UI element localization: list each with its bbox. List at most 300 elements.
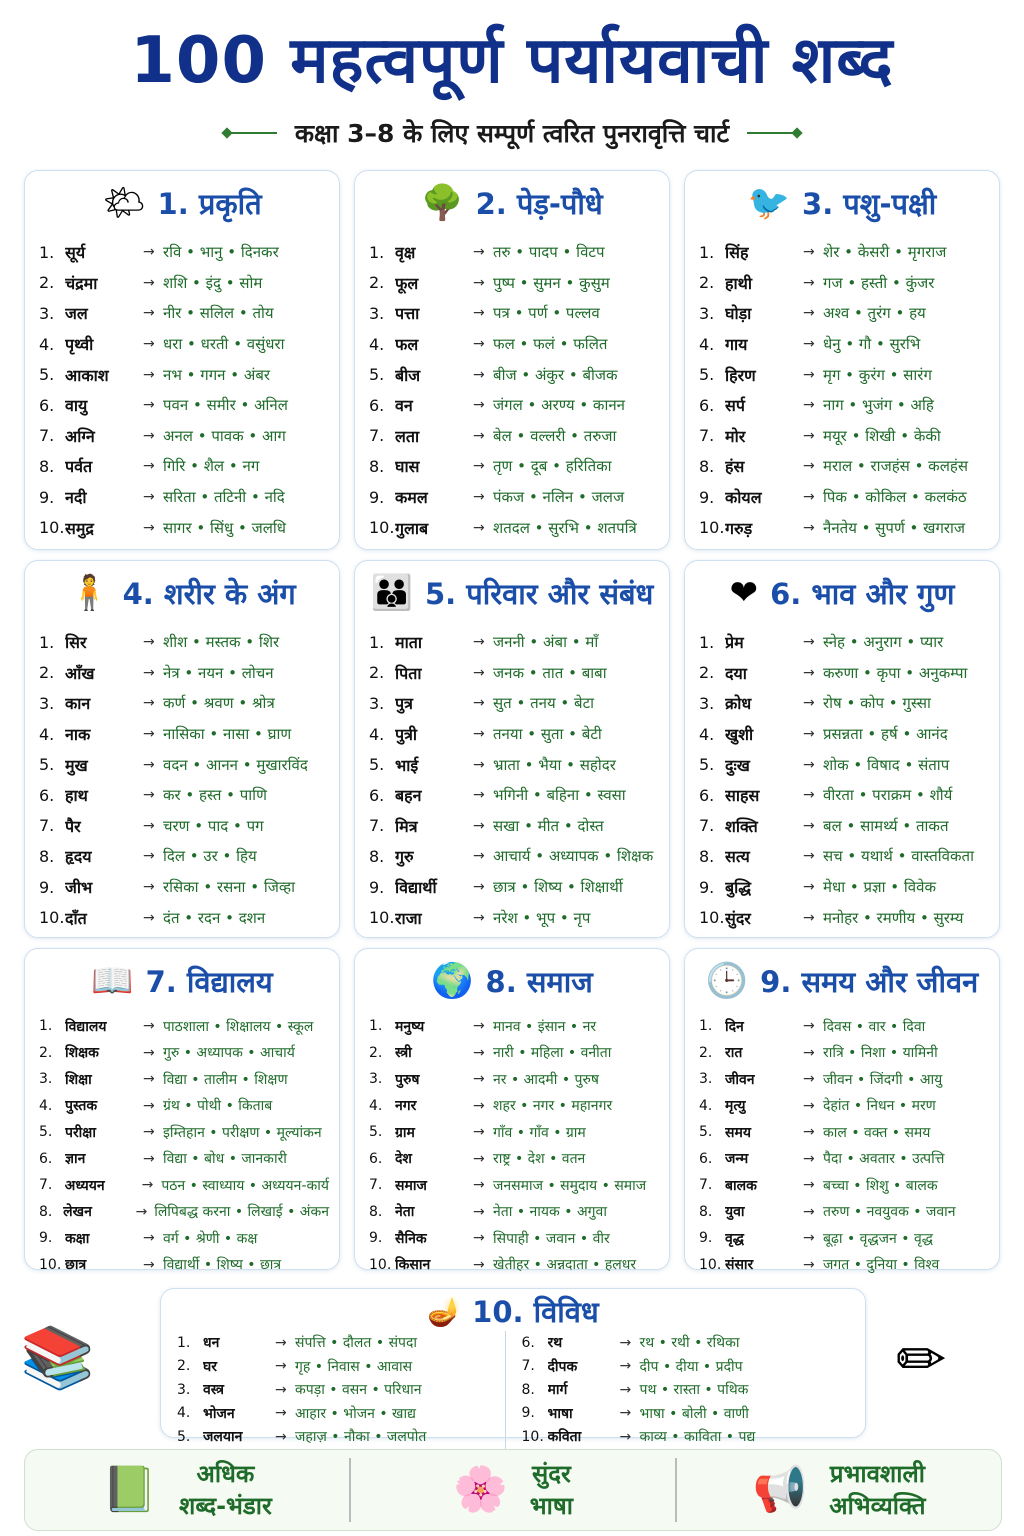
row-synonyms: विद्या • तालीम • शिक्षण bbox=[163, 1071, 288, 1088]
row-word: हिरण bbox=[725, 365, 756, 385]
row-number: 8. bbox=[699, 846, 715, 866]
row-number: 5. bbox=[699, 1124, 713, 1141]
arrow-icon: → bbox=[803, 787, 815, 804]
feature-line: सुंदर bbox=[531, 1460, 571, 1488]
row-word: घोड़ा bbox=[725, 304, 752, 324]
synonym-row bbox=[39, 780, 329, 811]
row-word: सर्प bbox=[725, 396, 745, 416]
synonym-row bbox=[39, 688, 329, 719]
row-synonyms: बीज • अंकुर • बीजक bbox=[493, 365, 618, 384]
row-number: 8. bbox=[39, 456, 55, 476]
row-synonyms: बच्चा • शिशु • बालक bbox=[823, 1177, 938, 1194]
row-number: 7. bbox=[39, 816, 55, 836]
row-synonyms: काव्य • काविता • पद्य bbox=[639, 1429, 756, 1446]
row-synonyms: कर • हस्त • पाणि bbox=[163, 786, 267, 805]
row-word: मनुष्य bbox=[395, 1018, 425, 1035]
row-number: 6. bbox=[699, 785, 715, 805]
row-word: हृदय bbox=[65, 847, 92, 867]
row-synonyms: देहांत • निधन • मरण bbox=[823, 1098, 936, 1115]
row-number: 9. bbox=[369, 487, 385, 507]
arrow-icon: → bbox=[803, 519, 815, 536]
row-number: 9. bbox=[39, 877, 55, 897]
synonym-row bbox=[39, 1119, 329, 1146]
synonym-row bbox=[699, 451, 989, 482]
row-synonyms: करुणा • कृपा • अनुकम्पा bbox=[823, 663, 968, 682]
row-synonyms: दिल • उर • हिय bbox=[163, 847, 257, 866]
row-synonyms: काल • वक्त • समय bbox=[823, 1124, 931, 1141]
row-number: 5. bbox=[369, 1124, 383, 1141]
row-number: 9. bbox=[39, 487, 55, 507]
row-number: 1. bbox=[39, 632, 55, 652]
row-word: जन्म bbox=[725, 1151, 749, 1168]
synonym-row bbox=[522, 1355, 850, 1379]
heart-icon: ❤ bbox=[729, 573, 759, 613]
row-synonyms: नाग • भुजंग • अहि bbox=[823, 396, 934, 415]
row-word: नाक bbox=[65, 725, 91, 745]
synonym-row bbox=[369, 237, 659, 268]
row-synonyms: दिवस • वार • दिवा bbox=[823, 1018, 926, 1035]
synonym-row bbox=[699, 298, 989, 329]
row-synonyms: खेतीहर • अन्नदाता • हलधर bbox=[493, 1257, 637, 1274]
person-icon: 🧍 bbox=[68, 573, 111, 613]
row-word: समय bbox=[725, 1124, 751, 1141]
category-header bbox=[685, 957, 999, 1005]
synonym-row bbox=[699, 390, 989, 421]
row-number: 4. bbox=[369, 724, 385, 744]
row-synonyms: ग्रंथ • पोथी • किताब bbox=[163, 1098, 273, 1115]
row-word: विद्यालय bbox=[65, 1018, 107, 1035]
row-synonyms: विद्या • बोध • जानकारी bbox=[163, 1151, 287, 1168]
synonym-row bbox=[39, 902, 329, 933]
synonym-row bbox=[369, 1040, 659, 1067]
category-title: 7. विद्यालय bbox=[145, 964, 273, 999]
row-word: आकाश bbox=[65, 365, 109, 385]
arrow-icon: → bbox=[803, 397, 815, 414]
synonym-list bbox=[685, 237, 999, 543]
category-header bbox=[355, 957, 669, 1005]
synonym-row bbox=[699, 237, 989, 268]
synonym-list bbox=[25, 627, 339, 933]
synonym-row bbox=[369, 1119, 659, 1146]
row-number: 6. bbox=[699, 395, 715, 415]
synonym-row bbox=[699, 421, 989, 452]
row-synonyms: दीप • दीया • प्रदीप bbox=[639, 1358, 743, 1375]
row-number: 6. bbox=[369, 785, 385, 805]
misc-left-column bbox=[177, 1331, 505, 1449]
row-synonyms: सरिता • तटिनी • नदि bbox=[163, 488, 285, 507]
row-synonyms: नीर • सलिल • तोय bbox=[163, 304, 274, 323]
synonym-row bbox=[699, 1066, 989, 1093]
synonym-row bbox=[699, 688, 989, 719]
row-word: देश bbox=[395, 1151, 412, 1168]
row-number: 2. bbox=[39, 663, 55, 683]
arrow-icon: → bbox=[803, 244, 815, 261]
row-word: हंस bbox=[725, 457, 745, 477]
row-number: 2. bbox=[39, 273, 55, 293]
arrow-icon: → bbox=[143, 879, 155, 896]
row-synonyms: वदन • आनन • मुखारविंद bbox=[163, 755, 308, 774]
row-synonyms: शहर • नगर • महानगर bbox=[493, 1098, 613, 1115]
row-word: बुद्धि bbox=[725, 878, 752, 898]
arrow-icon: → bbox=[143, 634, 155, 651]
row-word: ज्ञान bbox=[65, 1151, 86, 1168]
row-number: 7. bbox=[699, 816, 715, 836]
row-number: 10. bbox=[369, 908, 395, 928]
row-number: 4. bbox=[699, 334, 715, 354]
synonym-row bbox=[39, 1013, 329, 1040]
row-word: रात bbox=[725, 1045, 743, 1062]
row-number: 8. bbox=[521, 1381, 535, 1398]
row-word: पुत्र bbox=[395, 694, 413, 714]
row-word: वृक्ष bbox=[395, 243, 416, 263]
row-synonyms: बेल • वल्लरी • तरुजा bbox=[493, 426, 617, 445]
flower-icon: 🌸 bbox=[453, 1464, 508, 1515]
row-word: पैर bbox=[65, 816, 81, 836]
category-title: 6. भाव और गुण bbox=[770, 576, 955, 611]
synonym-row bbox=[369, 1172, 659, 1199]
synonym-list bbox=[685, 627, 999, 933]
arrow-icon: → bbox=[619, 1405, 632, 1422]
row-synonyms: सच • यथार्थ • वास्तविकता bbox=[823, 847, 974, 866]
row-word: मृत्यु bbox=[725, 1098, 746, 1115]
row-word: मुख bbox=[65, 755, 88, 775]
row-number: 4. bbox=[699, 724, 715, 744]
category-header bbox=[25, 569, 339, 617]
arrow-icon: → bbox=[473, 366, 485, 383]
arrow-icon: → bbox=[803, 1044, 815, 1061]
row-number: 10. bbox=[699, 908, 725, 928]
row-synonyms: पुष्प • सुमन • कुसुम bbox=[493, 273, 610, 292]
synonym-row bbox=[699, 749, 989, 780]
row-number: 4. bbox=[369, 1097, 383, 1114]
category-card bbox=[354, 948, 670, 1274]
row-word: गाय bbox=[725, 335, 748, 355]
row-synonyms: शशि • इंदु • सोम bbox=[163, 273, 263, 292]
row-number: 1. bbox=[369, 1018, 383, 1035]
arrow-icon: → bbox=[143, 817, 155, 834]
row-synonyms: छात्र • शिष्य • शिक्षार्थी bbox=[493, 878, 623, 897]
synonym-row bbox=[369, 1225, 659, 1252]
arrow-icon: → bbox=[473, 1256, 485, 1273]
row-synonyms: लिपिबद्ध करना • लिखाई • अंकन bbox=[154, 1204, 329, 1221]
synonym-row bbox=[177, 1402, 505, 1426]
row-word: गुरु bbox=[395, 847, 414, 867]
row-word: गुलाब bbox=[395, 518, 429, 538]
synonym-row bbox=[177, 1355, 505, 1379]
arrow-icon: → bbox=[143, 909, 155, 926]
synonym-row bbox=[699, 780, 989, 811]
green-book-icon: 📗 bbox=[102, 1464, 158, 1515]
category-title: 3. पशु-पक्षी bbox=[802, 186, 937, 221]
row-word: समुद्र bbox=[65, 518, 94, 538]
row-synonyms: फल • फलं • फलित bbox=[493, 335, 608, 354]
synonym-row bbox=[369, 902, 659, 933]
category-card bbox=[684, 948, 1000, 1274]
synonym-row bbox=[369, 1252, 659, 1279]
category-header bbox=[25, 179, 339, 227]
tree-icon: 🌳 bbox=[421, 183, 464, 223]
feature-line: प्रभावशाली bbox=[829, 1460, 925, 1488]
synonym-row bbox=[369, 658, 659, 689]
row-synonyms: रात्रि • निशा • यामिनी bbox=[823, 1045, 938, 1062]
synonym-row bbox=[39, 298, 329, 329]
row-synonyms: धरा • धरती • वसुंधरा bbox=[163, 335, 285, 354]
synonym-row bbox=[369, 1093, 659, 1120]
misc-card-header bbox=[161, 1291, 865, 1331]
arrow-icon: → bbox=[143, 336, 155, 353]
synonym-row bbox=[699, 359, 989, 390]
row-word: चंद्रमा bbox=[65, 273, 98, 293]
synonym-row bbox=[39, 811, 329, 842]
arrow-icon: → bbox=[803, 427, 815, 444]
row-word: समाज bbox=[395, 1177, 427, 1194]
arrow-icon: → bbox=[803, 305, 815, 322]
arrow-icon: → bbox=[473, 1124, 485, 1141]
synonym-row bbox=[699, 841, 989, 872]
synonym-row bbox=[369, 329, 659, 360]
row-synonyms: शोक • विषाद • संताप bbox=[823, 755, 950, 774]
arrow-icon: → bbox=[473, 756, 485, 773]
row-synonyms: पैदा • अवतार • उत्पत्ति bbox=[823, 1151, 945, 1168]
row-number: 6. bbox=[39, 395, 55, 415]
row-synonyms: नर • आदमी • पुरुष bbox=[493, 1071, 599, 1088]
synonym-row bbox=[699, 1013, 989, 1040]
arrow-icon: → bbox=[803, 1018, 815, 1035]
synonym-row bbox=[39, 841, 329, 872]
feature-line: अधिक bbox=[196, 1460, 255, 1488]
row-word: छात्र bbox=[65, 1257, 87, 1274]
synonym-row bbox=[699, 811, 989, 842]
row-number: 8. bbox=[369, 846, 385, 866]
row-number: 8. bbox=[369, 456, 385, 476]
arrow-icon: → bbox=[473, 817, 485, 834]
row-synonyms: पाठशाला • शिक्षालय • स्कूल bbox=[163, 1018, 314, 1035]
synonym-row bbox=[369, 1146, 659, 1173]
row-number: 8. bbox=[39, 846, 55, 866]
row-synonyms: बूढ़ा • वृद्धजन • वृद्ध bbox=[823, 1230, 933, 1247]
row-word: पत्ता bbox=[395, 304, 420, 324]
synonym-row bbox=[369, 841, 659, 872]
row-word: वृद्ध bbox=[725, 1230, 744, 1247]
row-number: 1. bbox=[39, 1018, 53, 1035]
row-word: घर bbox=[203, 1358, 217, 1375]
row-word: हाथी bbox=[725, 273, 753, 293]
category-card bbox=[354, 170, 670, 550]
arrow-icon: → bbox=[803, 1230, 815, 1247]
row-synonyms: पवन • समीर • अनिल bbox=[163, 396, 288, 415]
row-number: 2. bbox=[699, 1044, 713, 1061]
arrow-icon: → bbox=[473, 274, 485, 291]
synonym-row bbox=[369, 268, 659, 299]
clock-icon: 🕒 bbox=[705, 961, 749, 1001]
row-synonyms: पठन • स्वाध्याय • अध्ययन-कार्य bbox=[161, 1177, 329, 1194]
synonym-list bbox=[685, 1013, 999, 1278]
arrow-icon: → bbox=[803, 1256, 815, 1273]
synonym-row bbox=[369, 421, 659, 452]
bird-icon: 🐦 bbox=[747, 183, 791, 223]
row-number: 7. bbox=[699, 1177, 713, 1194]
row-number: 6. bbox=[699, 1150, 713, 1167]
arrow-icon: → bbox=[473, 1018, 485, 1035]
row-number: 3. bbox=[39, 1071, 53, 1088]
row-number: 4. bbox=[39, 334, 55, 354]
row-number: 8. bbox=[39, 1203, 53, 1220]
row-word: जीवन bbox=[725, 1071, 755, 1088]
row-number: 1. bbox=[369, 242, 385, 262]
misc-right-column bbox=[505, 1331, 850, 1449]
synonym-row bbox=[369, 390, 659, 421]
arrow-icon: → bbox=[143, 1044, 155, 1061]
row-number: 8. bbox=[699, 1203, 713, 1220]
subtitle-bar bbox=[0, 116, 1024, 150]
row-word: सूर्य bbox=[65, 243, 86, 263]
arrow-icon: → bbox=[141, 1177, 154, 1194]
row-synonyms: भाषा • बोली • वाणी bbox=[639, 1405, 749, 1422]
category-title: 8. समाज bbox=[485, 964, 593, 999]
row-word: कक्षा bbox=[65, 1230, 90, 1247]
row-number: 5. bbox=[39, 755, 55, 775]
row-word: पिता bbox=[395, 663, 422, 683]
arrow-icon: → bbox=[135, 1203, 148, 1220]
synonym-row bbox=[39, 421, 329, 452]
row-word: साहस bbox=[725, 786, 760, 806]
arrow-icon: → bbox=[473, 244, 485, 261]
subtitle: कक्षा 3–8 के लिए सम्पूर्ण त्वरित पुनरावृत्ति चार्ट bbox=[294, 119, 730, 148]
row-synonyms: इम्तिहान • परीक्षण • मूल्यांकन bbox=[163, 1124, 322, 1141]
row-number: 9. bbox=[369, 877, 385, 897]
row-word: घास bbox=[395, 457, 420, 477]
row-number: 6. bbox=[521, 1334, 535, 1351]
arrow-icon: → bbox=[803, 1071, 815, 1088]
row-number: 2. bbox=[699, 273, 715, 293]
row-number: 7. bbox=[369, 426, 385, 446]
row-synonyms: भगिनी • बहिना • स्वसा bbox=[493, 786, 626, 805]
row-synonyms: जहाज़ • नौका • जलपोत bbox=[295, 1429, 427, 1446]
synonym-row bbox=[39, 1066, 329, 1093]
row-word: शक्ति bbox=[725, 816, 758, 836]
feature-line: अभिव्यक्ति bbox=[829, 1492, 926, 1520]
synonym-row bbox=[39, 268, 329, 299]
row-synonyms: नैनतेय • सुपर्ण • खगराज bbox=[823, 518, 966, 537]
row-number: 7. bbox=[521, 1358, 535, 1375]
synonym-row bbox=[369, 359, 659, 390]
synonym-row bbox=[39, 359, 329, 390]
arrow-icon: → bbox=[473, 879, 485, 896]
arrow-icon: → bbox=[803, 817, 815, 834]
row-number: 6. bbox=[369, 395, 385, 415]
arrow-icon: → bbox=[473, 634, 485, 651]
row-word: प्रेम bbox=[725, 633, 744, 653]
row-word: सिंह bbox=[725, 243, 749, 263]
category-card bbox=[24, 560, 340, 938]
row-number: 3. bbox=[369, 303, 385, 323]
row-number: 10. bbox=[699, 1256, 722, 1273]
row-number: 1. bbox=[699, 632, 715, 652]
row-word: रथ bbox=[547, 1335, 563, 1352]
synonym-list bbox=[25, 237, 339, 543]
synonym-row bbox=[369, 627, 659, 658]
row-number: 3. bbox=[39, 693, 55, 713]
synonym-row bbox=[39, 719, 329, 750]
arrow-icon: → bbox=[619, 1358, 632, 1375]
row-number: 2. bbox=[369, 273, 385, 293]
row-synonyms: भ्राता • भैया • सहोदर bbox=[493, 755, 616, 774]
row-word: किसान bbox=[395, 1257, 431, 1274]
row-number: 9. bbox=[699, 487, 715, 507]
row-word: अग्नि bbox=[65, 426, 95, 446]
row-word: भोजन bbox=[203, 1405, 235, 1422]
row-number: 6. bbox=[369, 1150, 383, 1167]
synonym-row bbox=[699, 268, 989, 299]
row-word: पर्वत bbox=[65, 457, 93, 477]
synonym-row bbox=[39, 1225, 329, 1252]
family-icon: 👪 bbox=[370, 573, 413, 613]
row-word: कविता bbox=[547, 1429, 582, 1446]
row-synonyms: गिरि • शैल • नग bbox=[163, 457, 260, 476]
arrow-icon: → bbox=[803, 366, 815, 383]
synonym-row bbox=[177, 1378, 505, 1402]
arrow-icon: → bbox=[473, 726, 485, 743]
row-word: मोर bbox=[725, 426, 746, 446]
row-number: 6. bbox=[39, 785, 55, 805]
arrow-icon: → bbox=[473, 848, 485, 865]
row-number: 7. bbox=[699, 426, 715, 446]
arrow-icon: → bbox=[473, 787, 485, 804]
arrow-icon: → bbox=[803, 756, 815, 773]
arrow-icon: → bbox=[473, 664, 485, 681]
row-word: फूल bbox=[395, 273, 419, 293]
row-word: शिक्षा bbox=[65, 1071, 92, 1088]
row-synonyms: राष्ट्र • देश • वतन bbox=[493, 1151, 586, 1168]
arrow-icon: → bbox=[803, 664, 815, 681]
synonym-row bbox=[39, 1146, 329, 1173]
category-card bbox=[24, 170, 340, 550]
row-number: 2. bbox=[39, 1044, 53, 1061]
synonym-row bbox=[699, 1146, 989, 1173]
row-synonyms: धेनु • गौ • सुरभि bbox=[823, 335, 921, 354]
synonym-row bbox=[369, 482, 659, 513]
row-word: कमल bbox=[395, 488, 428, 508]
row-synonyms: पथ • रास्ता • पथिक bbox=[639, 1382, 749, 1399]
arrow-icon: → bbox=[803, 489, 815, 506]
row-word: भाई bbox=[395, 755, 419, 775]
synonym-list bbox=[355, 627, 669, 933]
synonym-row bbox=[39, 482, 329, 513]
row-number: 10. bbox=[39, 1256, 62, 1273]
arrow-icon: → bbox=[143, 1150, 155, 1167]
row-synonyms: गाँव • गाँव • ग्राम bbox=[493, 1124, 586, 1141]
category-header bbox=[25, 957, 339, 1005]
lamp-icon: 🪔 bbox=[427, 1294, 463, 1328]
category-header bbox=[355, 179, 669, 227]
row-number: 3. bbox=[177, 1381, 191, 1398]
row-word: नगर bbox=[395, 1098, 417, 1115]
arrow-icon: → bbox=[143, 756, 155, 773]
row-word: विद्यार्थी bbox=[395, 878, 437, 898]
row-word: दिन bbox=[725, 1018, 744, 1035]
synonym-row bbox=[39, 1252, 329, 1279]
row-synonyms: पत्र • पर्ण • पल्लव bbox=[493, 304, 600, 323]
arrow-icon: → bbox=[619, 1381, 632, 1398]
arrow-icon: → bbox=[803, 909, 815, 926]
row-number: 7. bbox=[39, 1177, 53, 1194]
row-synonyms: कर्ण • श्रवण • श्रोत्र bbox=[163, 694, 275, 713]
row-synonyms: नासिका • नासा • घ्राण bbox=[163, 725, 292, 744]
row-number: 8. bbox=[699, 456, 715, 476]
category-header bbox=[355, 569, 669, 617]
row-synonyms: संपत्ति • दौलत • संपदा bbox=[295, 1335, 418, 1352]
row-synonyms: शतदल • सुरभि • शतपत्रि bbox=[493, 518, 637, 537]
